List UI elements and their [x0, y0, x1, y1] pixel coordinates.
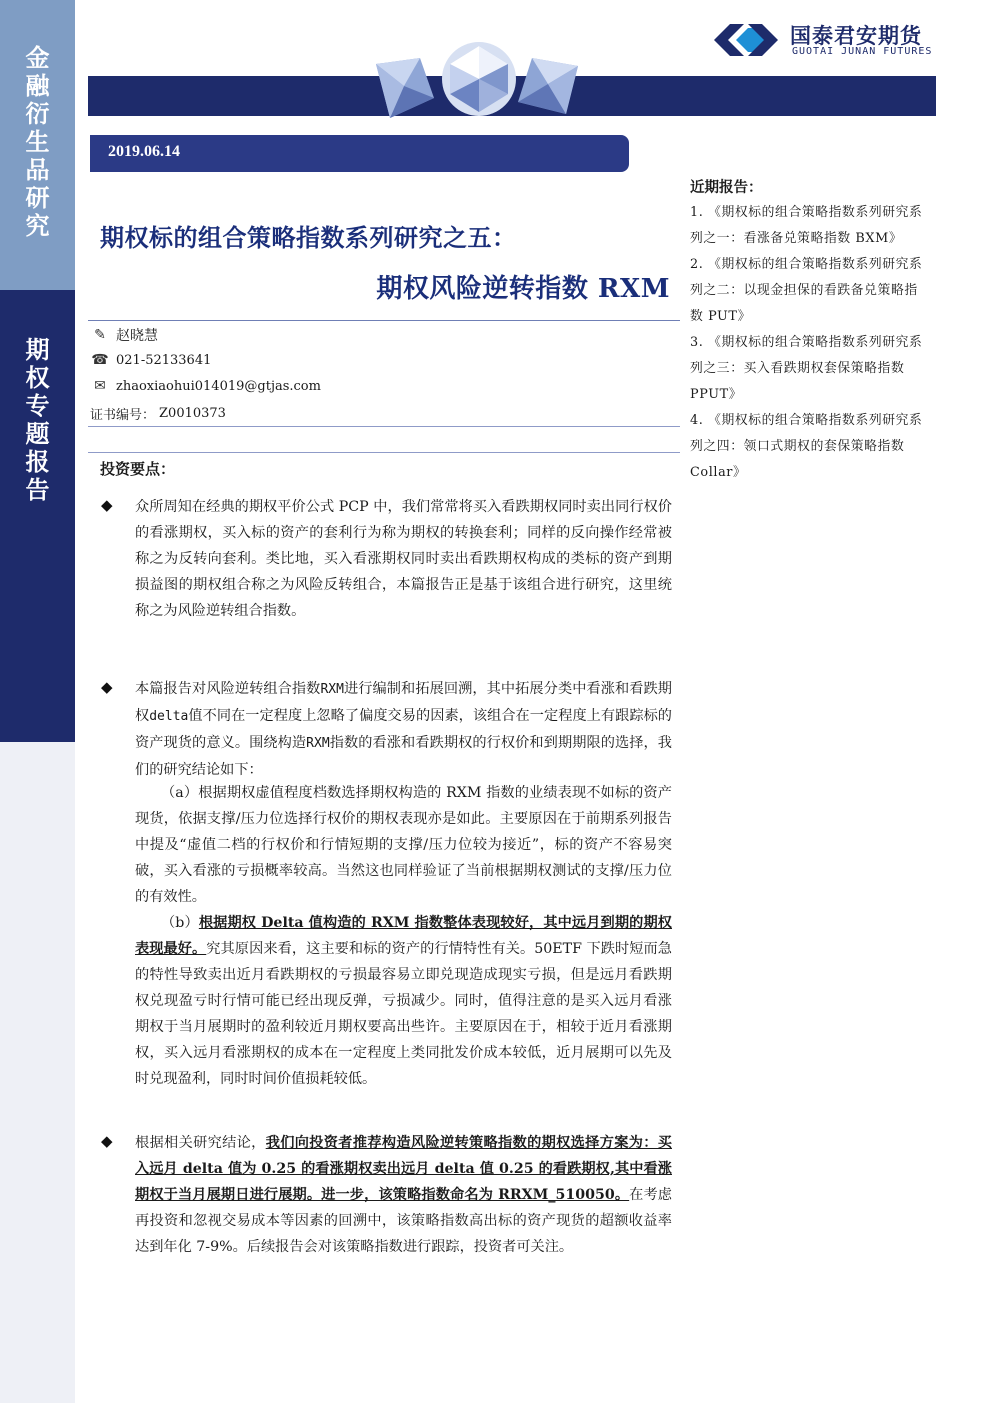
- recent-reports-list: [690, 200, 925, 486]
- text-span: 在考虑再投资和忽视交易成本等因素的回溯中，该策略指数高出标的资产现货的超额收益率达到年化 7-9%。后续报告会对该策略指数进行跟踪，投资者可关注。: [135, 1187, 672, 1255]
- diamond-bullet-icon: ◆: [101, 678, 113, 696]
- diamond-center-image: [440, 40, 518, 118]
- key-points-heading: 投资要点：: [100, 460, 176, 478]
- brand-logo: [714, 18, 944, 62]
- text-span: 指数的看涨和看跌期权的行权价和到期期限的选择，我们的研究结论如下：: [135, 735, 672, 778]
- emphasis-text: 我们向投资者推荐构造风险逆转策略指数的期权选择方案为：买入远月 delta 值为 0.25 的看涨期权卖出远月 delta 值 0.25 的看跌期权,其中看涨期权于当月展期日进行展期。进一步，该策略指数命名为 RRXM_510050。: [135, 1135, 672, 1203]
- emphasis-text: 根据期权 Delta 值构造的 RXM 指数整体表现较好，其中远月到期的期权表现最好。: [135, 915, 672, 957]
- diamond-right-image: [518, 58, 584, 120]
- pen-icon: ✎: [94, 327, 106, 343]
- author-name-row: [90, 325, 158, 345]
- vchar: 品: [25, 155, 50, 184]
- key-point-1: 众所周知在经典的期权平价公式 PCP 中，我们常常将买入看跌期权同时卖出同行权价的看涨期权，买入标的资产的套利行为称为期权的转换套利；同样的反向操作经常被称之为反转向套利。类比地，买入看涨期权同时卖出看跌期权构成的类标的资产到期损益图的期权组合称之为风险反转组合，本篇报告正是基于该组合进行研究，这里统称之为风险逆转组合指数。: [135, 499, 672, 619]
- key-point-2b: [135, 910, 672, 1092]
- text-span: 究其原因来看，这主要和标的资产的行情特性有关。50ETF 下跌时短而急的特性导致卖出近月看跌期权的亏损最容易立即兑现造成现实亏损，但是远月看跌期权兑现盈亏时行情可能已经出现反弹，亏损减少。同时，值得注意的是买入远月看涨期权于当月展期时的盈利较近月期权要高出些许。主要原因在于，相较于近月看涨期权，买入远月看涨期权的成本在一定程度上类同批发价成本较低，近月展期可以先及时兑现盈利，同时时间价值损耗较低。: [135, 941, 672, 1087]
- author-email-row: [90, 378, 321, 394]
- key-point-2a: （a）根据期权虚值程度档数选择期权构造的 RXM 指数的业绩表现不如标的资产现货，依据支撑/压力位选择行权价的期权表现亦是如此。主要原因在于前期系列报告中提及“虚值二档的行权价和行情短期的支撑/压力位较为接近”，标的资产不容易突破，买入看涨的亏损概率较高。当然这也同样验证了当前根据期权测试的支撑/压力位的有效性。: [135, 785, 672, 905]
- vchar: 告: [25, 475, 50, 504]
- text-span: 本篇报告对风险逆转组合指数: [135, 681, 321, 697]
- text-span: 根据相关研究结论，: [135, 1135, 266, 1151]
- cert-number: Z0010373: [159, 406, 226, 421]
- vchar: 题: [25, 419, 50, 448]
- vchar: 融: [25, 71, 50, 100]
- diamond-bullet-icon: ◆: [101, 1132, 113, 1150]
- report-title-line1: 期权标的组合策略指数系列研究之五：: [100, 223, 517, 252]
- text-span: RXM: [320, 682, 344, 697]
- report-title-line2: 期权风险逆转指数 RXM: [376, 274, 670, 304]
- text-span: RXM: [306, 736, 330, 751]
- author-divider: [88, 426, 680, 427]
- author-name: 赵晓慧: [116, 328, 158, 344]
- vchar: 权: [25, 363, 50, 392]
- recent-report-item[interactable]: 3. 《期权标的组合策略指数系列研究系列之三：买入看跌期权套保策略指数 PPUT》: [690, 335, 923, 402]
- left-band: [0, 0, 75, 1403]
- vertical-label-research: [0, 44, 75, 240]
- vchar: 期: [25, 335, 50, 364]
- envelope-icon: ✉: [94, 378, 106, 394]
- phone-icon: ☎: [91, 352, 109, 368]
- vertical-label-report-type: [0, 336, 75, 504]
- date-bar: [90, 135, 629, 172]
- text-span: （b）: [161, 915, 199, 931]
- diamond-left-image: [368, 58, 438, 120]
- text-span: delta: [149, 709, 189, 724]
- brand-name-en: GUOTAI JUNAN FUTURES: [792, 46, 933, 57]
- vchar: 专: [25, 391, 50, 420]
- text-span: 进行编制和拓展回溯，其中拓展分类中看涨和看跌期权: [135, 681, 672, 724]
- author-phone: 021-52133641: [116, 352, 212, 368]
- key-point-3: [135, 1130, 672, 1260]
- author-divider-2: [88, 452, 680, 453]
- diamond-bullet-icon: ◆: [101, 496, 113, 514]
- title-divider: [88, 320, 680, 321]
- author-email[interactable]: zhaoxiaohui014019@gtjas.com: [116, 378, 321, 394]
- author-phone-row: [90, 352, 211, 368]
- vchar: 衍: [25, 99, 50, 128]
- vchar: 生: [25, 127, 50, 156]
- brand-name-cn: 国泰君安期货: [790, 24, 922, 48]
- recent-report-item[interactable]: 4. 《期权标的组合策略指数系列研究系列之四：领口式期权的套保策略指数 Collar》: [690, 413, 923, 480]
- text-span: 值不同在一定程度上忽略了偏度交易的因素，该组合在一定程度上有跟踪标的资产现货的意义。围绕构造: [135, 708, 672, 751]
- recent-report-item[interactable]: 2. 《期权标的组合策略指数系列研究系列之二：以现金担保的看跌备兑策略指数 PUT》: [690, 257, 923, 324]
- report-date: 2019.06.14: [108, 143, 180, 160]
- vchar: 金: [25, 43, 50, 72]
- brand-logo-icon: [714, 20, 778, 60]
- author-cert-row: [90, 404, 226, 423]
- key-point-2: [135, 676, 672, 783]
- recent-reports-heading: 近期报告：: [690, 179, 763, 196]
- vchar: 报: [25, 447, 50, 476]
- recent-report-item[interactable]: 1. 《期权标的组合策略指数系列研究系列之一：看涨备兑策略指数 BXM》: [690, 205, 923, 246]
- vchar: 研: [25, 183, 50, 212]
- vchar: 究: [25, 211, 50, 240]
- cert-label: 证书编号：: [90, 408, 156, 423]
